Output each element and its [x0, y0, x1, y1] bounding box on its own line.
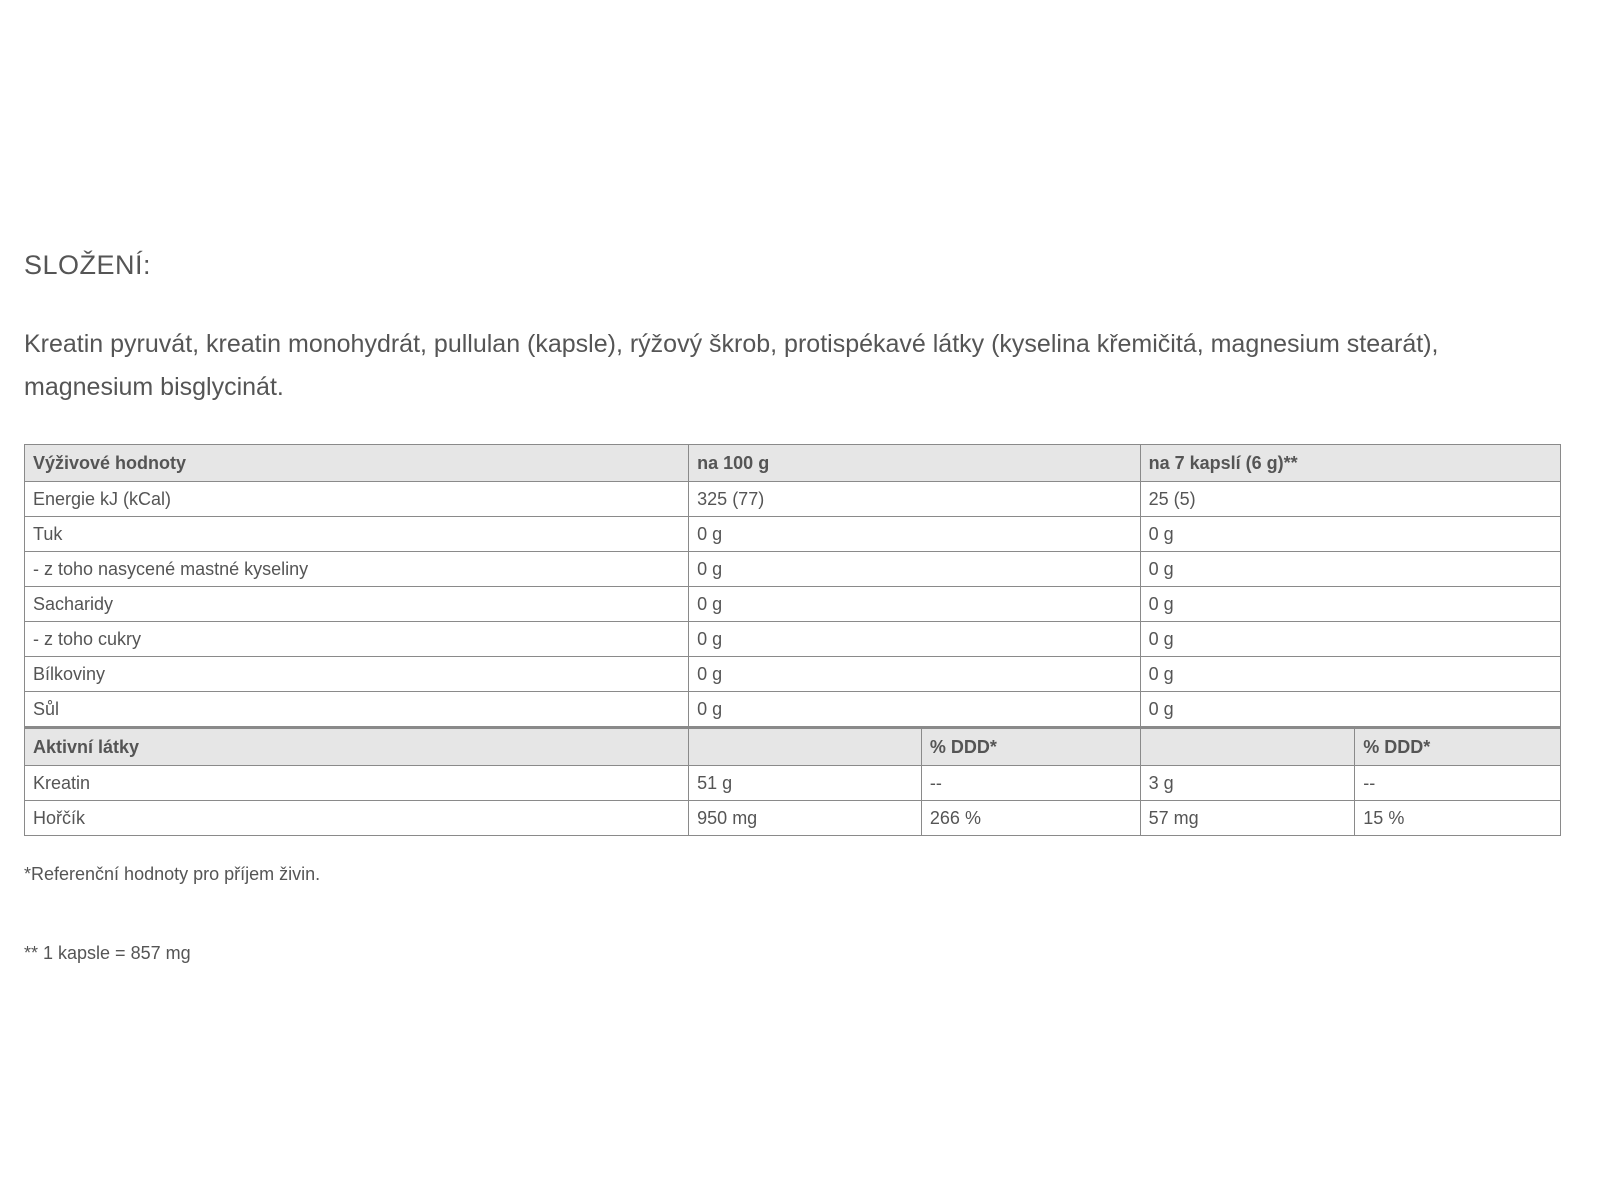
table-cell: 0 g — [1140, 692, 1560, 728]
table-cell: Kreatin — [25, 766, 689, 801]
table-row — [25, 552, 1561, 587]
table-row — [25, 766, 1561, 801]
capsule-note: ** 1 kapsle = 857 mg — [24, 943, 191, 963]
active-header-row — [25, 728, 1561, 766]
table-header-cell — [689, 728, 922, 766]
ingredients-text: Kreatin pyruvát, kreatin monohydrát, pullulan (kapsle), rýžový škrob, protispékavé látky (kyselina křemičitá, magnesium stearát), magnesium bisglycinát. — [24, 330, 1439, 401]
table-row — [25, 657, 1561, 692]
table-row — [25, 587, 1561, 622]
reference-note: *Referenční hodnoty pro příjem živin. — [24, 864, 321, 884]
table-cell: 0 g — [689, 517, 1140, 552]
table-cell: - z toho cukry — [25, 622, 689, 657]
table-header-cell: Aktivní látky — [25, 728, 689, 766]
table-cell: Hořčík — [25, 801, 689, 836]
table-cell: 0 g — [689, 692, 1140, 728]
table-cell: 0 g — [689, 552, 1140, 587]
table-cell: 57 mg — [1140, 801, 1355, 836]
table-row — [25, 517, 1561, 552]
table-cell: 0 g — [1140, 622, 1560, 657]
table-cell: 25 (5) — [1140, 482, 1560, 517]
table-cell: 15 % — [1355, 801, 1561, 836]
table-cell: -- — [921, 766, 1140, 801]
table-header-cell: % DDD* — [1355, 728, 1561, 766]
table-cell: Sůl — [25, 692, 689, 728]
table-cell: 325 (77) — [689, 482, 1140, 517]
table-header-cell: na 100 g — [689, 445, 1140, 482]
table-cell: 0 g — [1140, 657, 1560, 692]
table-cell: Tuk — [25, 517, 689, 552]
table-cell: 0 g — [1140, 587, 1560, 622]
table-cell: 0 g — [689, 622, 1140, 657]
table-cell: 266 % — [921, 801, 1140, 836]
table-row — [25, 801, 1561, 836]
table-header-cell: na 7 kapslí (6 g)** — [1140, 445, 1560, 482]
table-row — [25, 482, 1561, 517]
table-cell: 0 g — [1140, 552, 1560, 587]
table-cell: 0 g — [689, 587, 1140, 622]
table-cell: Energie kJ (kCal) — [25, 482, 689, 517]
table-cell: Sacharidy — [25, 587, 689, 622]
table-cell: 0 g — [1140, 517, 1560, 552]
table-cell: 3 g — [1140, 766, 1355, 801]
table-header-cell: % DDD* — [921, 728, 1140, 766]
nutrition-table — [24, 444, 1561, 836]
table-cell: Bílkoviny — [25, 657, 689, 692]
table-cell: 0 g — [689, 657, 1140, 692]
table-cell: 51 g — [689, 766, 922, 801]
composition-heading: SLOŽENÍ: — [24, 250, 152, 280]
table-cell: - z toho nasycené mastné kyseliny — [25, 552, 689, 587]
table-header-cell — [1140, 728, 1355, 766]
nutrition-header-row — [25, 445, 1561, 482]
table-row — [25, 622, 1561, 657]
table-cell: -- — [1355, 766, 1561, 801]
table-row — [25, 692, 1561, 728]
table-cell: 950 mg — [689, 801, 922, 836]
table-header-cell: Výživové hodnoty — [25, 445, 689, 482]
